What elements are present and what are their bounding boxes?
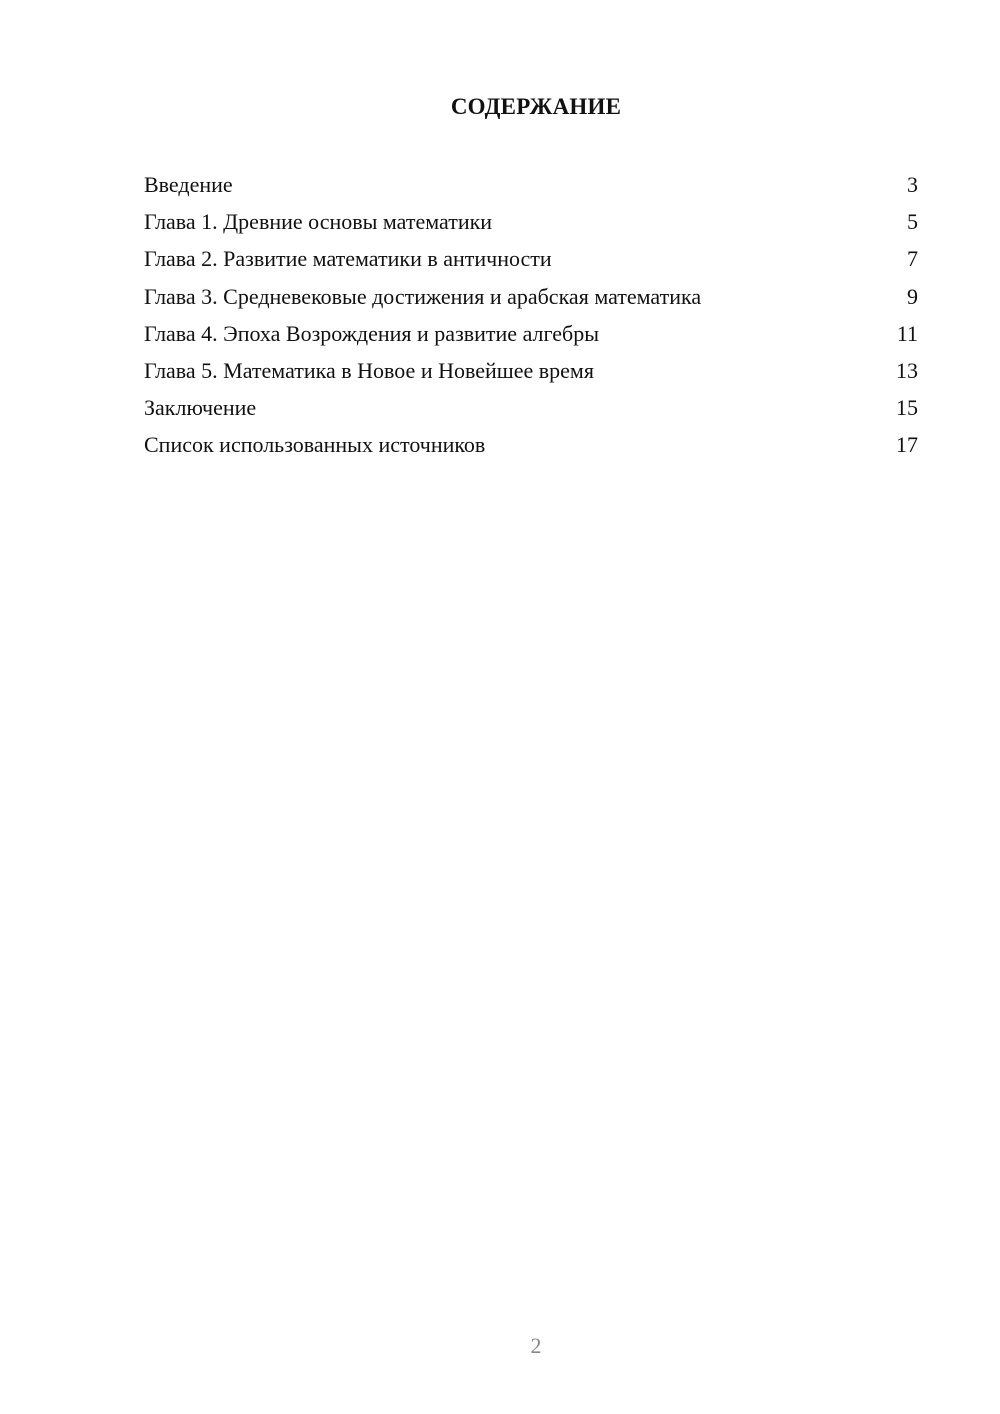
toc-entry [144,244,918,281]
page-number: 2 [530,1333,542,1358]
toc-entry-page: 5 [907,209,918,235]
toc-entry-title: Глава 2. Развитие математики в античности [144,246,552,272]
toc-entry-title: Глава 1. Древние основы математики [144,209,493,235]
toc-entry-title: Глава 4. Эпоха Возрождения и развитие алгебры [144,320,599,346]
page-title: СОДЕРЖАНИЕ [450,94,622,119]
toc-entry-page: 9 [907,283,918,309]
toc-entry-title: Введение [144,172,233,197]
table-of-contents [144,170,918,468]
toc-entry-page: 15 [896,395,918,421]
toc-entry-page: 3 [907,172,918,197]
toc-entry [144,430,918,467]
toc-entry [144,356,918,393]
toc-entry [144,393,918,430]
toc-entry [144,170,918,207]
toc-entry-page: 17 [896,432,918,458]
toc-entry [144,207,918,244]
toc-entry [144,282,918,319]
toc-entry-page: 13 [896,357,918,383]
toc-entry-title: Заключение [144,395,257,421]
toc-entry-page: 7 [907,246,918,272]
toc-entry-page: 11 [896,320,918,346]
toc-entry-title: Глава 3. Средневековые достижения и арабская математика [144,283,702,309]
toc-entry-title: Список использованных источников [144,432,486,458]
toc-entry [144,319,918,356]
toc-entry-title: Глава 5. Математика в Новое и Новейшее время [144,357,594,383]
